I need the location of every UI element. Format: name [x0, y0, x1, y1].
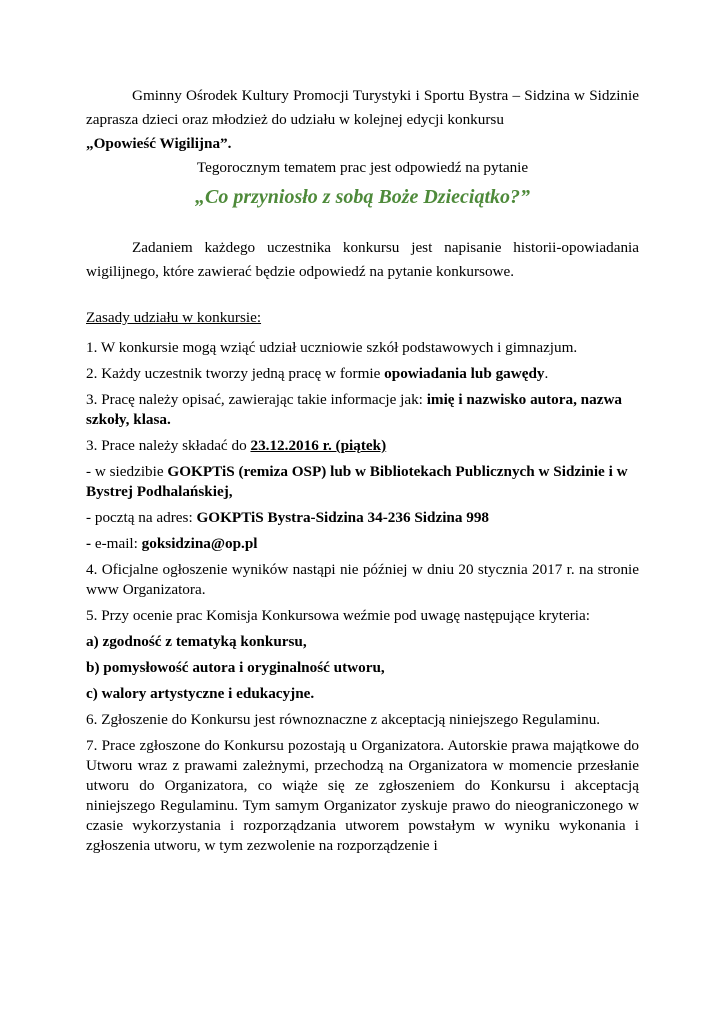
- location-3-text: e-mail:: [91, 535, 142, 552]
- rule-3-text: 3. Pracę należy opisać, zawierając takie informacje jak:: [86, 391, 427, 408]
- location-2-text: - pocztą na adres:: [86, 509, 197, 526]
- location-2: [86, 508, 639, 528]
- location-1-bold: GOKPTiS (remiza OSP) lub w Bibliotekach Publicznych w Sidzinie i w Bystrej Podhalańskiej,: [86, 463, 628, 500]
- rule-4: 4. Oficjalne ogłoszenie wyników nastąpi nie później w dniu 20 stycznia 2017 r. na stronie www Organizatora.: [86, 561, 639, 598]
- email-address: goksidzina@op.pl: [141, 535, 258, 552]
- deadline-date: 23.12.2016 r. (piątek): [250, 437, 387, 454]
- criterion-b: b) pomysłowość autora i oryginalność utworu,: [86, 659, 385, 676]
- postal-address: GOKPTiS Bystra-Sidzina 34-236 Sidzina 998: [196, 509, 490, 526]
- location-1: [86, 462, 639, 502]
- rule-3b-text: 3. Prace należy składać do: [86, 437, 251, 454]
- rule-1: 1. W konkursie mogą wziąć udział uczniowie szkół podstawowych i gimnazjum.: [86, 339, 578, 356]
- rule-2-end: .: [544, 365, 549, 382]
- document-page: [86, 84, 639, 862]
- criterion-a: a) zgodność z tematyką konkursu,: [86, 633, 307, 650]
- intro-paragraph: [86, 84, 639, 132]
- criterion-c: c) walory artystyczne i edukacyjne.: [86, 685, 315, 702]
- task-paragraph: Zadaniem każdego uczestnika konkursu jest napisanie historii-opowiadania wigilijnego, które zawierać będzie odpowiedź na pytanie konkursowe.: [86, 239, 639, 280]
- rules-heading: Zasady udziału w konkursie:: [86, 309, 262, 326]
- rule-3: [86, 390, 639, 430]
- rule-3-bold: imię i nazwisko autora, nazwa szkoły, klasa.: [86, 391, 623, 428]
- theme-question: „Co przyniosło z sobą Boże Dzieciątko?”: [194, 186, 531, 208]
- spacer: [86, 212, 639, 236]
- rule-5: 5. Przy ocenie prac Komisja Konkursowa weźmie pod uwagę następujące kryteria:: [86, 607, 590, 624]
- theme-intro: Tegorocznym tematem prac jest odpowiedź na pytanie: [196, 159, 529, 176]
- rule-2: [86, 364, 639, 384]
- location-1-text: - w siedzibie: [86, 463, 168, 480]
- location-3: [86, 534, 639, 554]
- location-3-dash: -: [86, 535, 92, 552]
- rule-2-text: 2. Każdy uczestnik tworzy jedną pracę w formie: [86, 365, 385, 382]
- rule-7: 7. Prace zgłoszone do Konkursu pozostają u Organizatora. Autorskie prawa majątkowe do Utworu wraz z prawami zależnymi, przechodzą na Organizatora w momencie przesłanie utworu do Organizatora, co wiąże się ze zgłoszeniem do Konkursu i akceptacją niniejszego Regulaminu. Tym samym Organizator zyskuje prawo do nieograniczonego w czasie wykorzystania i rozporządzania utworem powstałym w wyniku wykonania i zgłoszenia utworu, w tym zezwolenie na rozporządzenie i: [86, 737, 639, 854]
- intro-text: Gminny Ośrodek Kultury Promocji Turystyki i Sportu Bystra – Sidzina w Sidzinie zaprasza dzieci oraz młodzież do udziału w kolejnej edycji konkursu: [86, 87, 639, 128]
- contest-name: „Opowieść Wigilijna”.: [86, 135, 232, 152]
- rule-6: 6. Zgłoszenie do Konkursu jest równoznaczne z akceptacją niniejszego Regulaminu.: [86, 711, 601, 728]
- rule-2-bold: opowiadania lub gawędy: [384, 365, 545, 382]
- spacer: [86, 284, 639, 308]
- rule-3b: [86, 436, 639, 456]
